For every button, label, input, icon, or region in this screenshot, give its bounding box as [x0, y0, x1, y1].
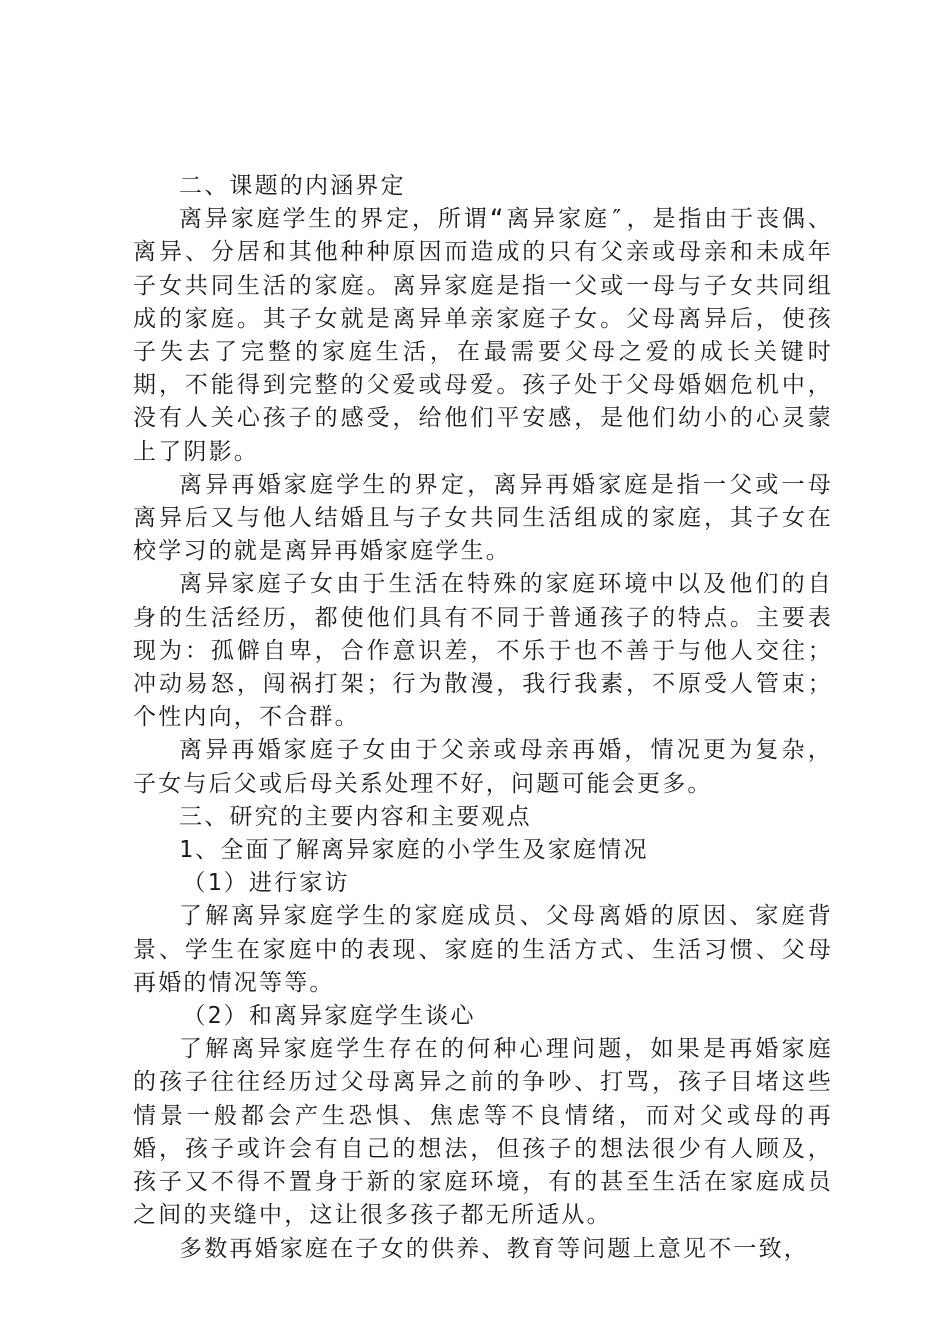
section-heading-3: 三、研究的主要内容和主要观点 [179, 803, 532, 830]
paragraph-remarried-family-definition: 离异再婚家庭学生的界定，离异再婚家庭是指一父或一母离异后又与他人结婚且与子女共同生活组成的家庭，其子女在校学习的就是离异再婚家庭学生。 [133, 471, 833, 565]
paragraph-home-visit: 了解离异家庭学生的家庭成员、父母离婚的原因、家庭背景、学生在家庭中的表现、家庭的生活方式、生活习惯、父母再婚的情况等等。 [133, 903, 833, 996]
paragraph-children-characteristics: 离异家庭子女由于生活在特殊的家庭环境中以及他们的自身的生活经历，都使他们具有不同于普通孩子的特点。主要表现为：孤僻自卑，合作意识差，不乐于也不善于与他人交往；冲动易怒，闯祸打架；行为散漫，我行我素，不原受人管束；个性内向，不合群。 [133, 571, 833, 731]
paragraph-remarried-children: 离异再婚家庭子女由于父亲或母亲再婚，情况更为复杂，子女与后父或后母关系处理不好，问题可能会更多。 [133, 737, 833, 797]
paragraph-remarried-disagreement: 多数再婚家庭在子女的供养、教育等问题上意见不一致， [179, 1235, 809, 1262]
document-body [133, 170, 833, 1266]
sub-item-talk-with-students: （2）和离异家庭学生谈心 [182, 1003, 476, 1030]
sub-item-home-visit: （1）进行家访 [182, 870, 350, 897]
paragraph-divorced-family-definition: 离异家庭学生的界定，所谓“离异家庭″，是指由于丧偶、离异、分居和其他种种原因而造成的只有父亲或母亲和未成年子女共同生活的家庭。离异家庭是指一父或一母与子女共同组成的家庭。其子女就是离异单亲家庭子女。父母离异后，使孩子失去了完整的家庭生活，在最需要父母之爱的成长关键时期，不能得到完整的父爱或母爱。孩子处于父母婚姻危机中，没有人关心孩子的感受，给他们平安感，是他们幼小的心灵蒙上了阴影。 [133, 206, 833, 465]
list-item-1: 1、全面了解离异家庭的小学生及家庭情况 [179, 837, 649, 864]
paragraph-psychological-issues: 了解离异家庭学生存在的何种心理问题，如果是再婚家庭的孩子往往经历过父母离异之前的争吵、打骂，孩子目堵这些情景一般都会产生恐惧、焦虑等不良情绪，而对父或母的再婚，孩子或许会有自己的想法，但孩子的想法很少有人顾及，孩子又不得不置身于新的家庭环境，有的甚至生活在家庭成员之间的夹缝中，这让很多孩子都无所适从。 [133, 1036, 833, 1229]
section-heading-2: 二、课题的内涵界定 [179, 173, 406, 199]
